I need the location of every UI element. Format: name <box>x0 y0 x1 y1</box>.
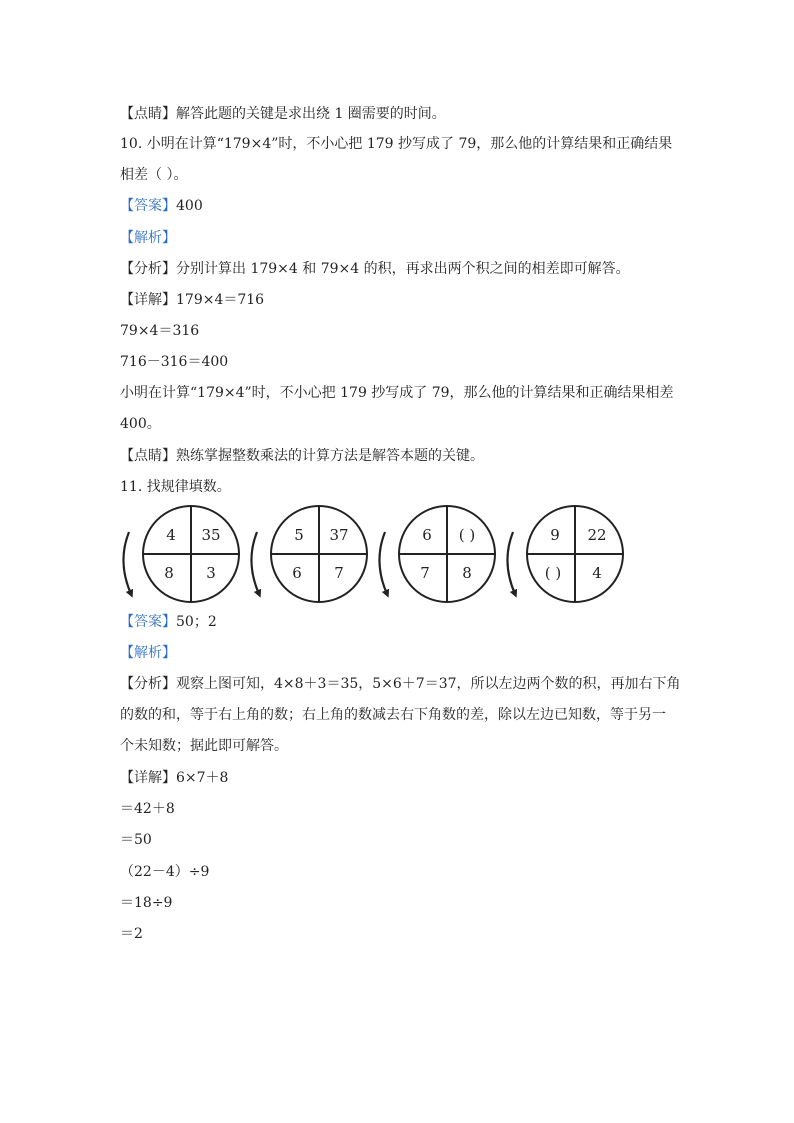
q10-conclusion-line2: 400。 <box>120 416 161 432</box>
q11-question: 11. 找规律填数。 <box>120 479 231 495</box>
q10-question-line2: 相差（ ）。 <box>120 167 188 183</box>
detail-tag: 【详解】 <box>120 292 176 308</box>
fenxi-tag: 【分析】 <box>120 261 176 277</box>
note-tag: 【点睛】 <box>120 106 176 122</box>
circle2-top-left: 5 <box>294 526 304 544</box>
circle4-top-left: 9 <box>550 526 560 544</box>
circle1-top-right: 35 <box>201 526 221 544</box>
q11-detail-line-6: ＝2 <box>120 926 143 942</box>
fenxi-tag: 【分析】 <box>120 676 176 692</box>
q10-fenxi <box>120 259 630 279</box>
q11-detail-line-5: ＝18÷9 <box>120 895 173 911</box>
q11-detail-line-1 <box>120 768 228 788</box>
q10-detail-line-2: 79×4＝316 <box>120 323 200 339</box>
detail-text: 179×4＝716 <box>176 292 265 308</box>
circle2-bottom-right: 7 <box>334 564 344 582</box>
circle3-bottom-left: 7 <box>420 564 430 582</box>
circle3-top-right: ( ) <box>458 526 476 544</box>
rotation-arrow-icon <box>379 532 387 594</box>
q10-note <box>120 446 484 466</box>
q11-detail-line-3: ＝50 <box>120 832 152 848</box>
detail-tag: 【详解】 <box>120 770 176 786</box>
circle3-top-left: 6 <box>422 526 432 544</box>
q9-note <box>120 104 446 124</box>
fenxi-text: 分别计算出 179×4 和 79×4 的积，再求出两个积之间的相差即可解答。 <box>176 261 630 277</box>
circle-figure-svg <box>115 502 635 606</box>
q10-detail-line-1 <box>120 290 264 310</box>
q11-fenxi-line2: 的数的和，等于右上角的数；右上角的数减去右下角数的差，除以左边已知数，等于另一 <box>120 707 666 723</box>
q11-answer <box>120 612 217 632</box>
fenxi-text: 观察上图可知，4×8＋3＝35，5×6＋7＝37，所以左边两个数的积，再加右下角 <box>176 676 681 692</box>
q11-analysis-tag: 【解析】 <box>120 645 176 661</box>
answer-value: 50；2 <box>176 614 217 630</box>
q10-analysis-tag: 【解析】 <box>120 230 176 246</box>
q10-question-line1: 10. 小明在计算“179×4”时，不小心把 179 抄写成了 79，那么他的计算结果和正确结果 <box>120 136 673 152</box>
answer-tag: 【答案】 <box>120 614 176 630</box>
q11-circle-figure <box>115 502 635 606</box>
q10-conclusion-line1: 小明在计算“179×4”时，不小心把 179 抄写成了 79，那么他的计算结果和正确结果相差 <box>120 385 674 401</box>
note-text: 熟练掌握整数乘法的计算方法是解答本题的关键。 <box>176 448 484 464</box>
circle1-bottom-right: 3 <box>206 564 216 582</box>
note-text: 解答此题的关键是求出绕 1 圈需要的时间。 <box>176 106 446 122</box>
circle4-bottom-left: ( ) <box>544 564 562 582</box>
note-tag: 【点睛】 <box>120 448 176 464</box>
circle2-top-right: 37 <box>329 526 349 544</box>
answer-tag: 【答案】 <box>120 198 176 214</box>
answer-value: 400 <box>176 198 203 214</box>
rotation-arrow-icon <box>507 532 515 594</box>
circle2-bottom-left: 6 <box>292 564 302 582</box>
q11-detail-line-4: （22－4）÷9 <box>120 864 210 880</box>
detail-text: 6×7＋8 <box>176 770 229 786</box>
rotation-arrow-icon <box>123 532 131 594</box>
circle1-bottom-left: 8 <box>164 564 174 582</box>
q11-fenxi-line3: 个未知数；据此即可解答。 <box>120 738 288 754</box>
q10-detail-line-3: 716－316＝400 <box>120 354 229 370</box>
rotation-arrow-icon <box>251 532 259 594</box>
circle4-top-right: 22 <box>587 526 607 544</box>
circle3-bottom-right: 8 <box>462 564 472 582</box>
q10-answer <box>120 196 203 216</box>
circle4-bottom-right: 4 <box>592 564 602 582</box>
circle1-top-left: 4 <box>166 526 176 544</box>
q11-fenxi-line1 <box>120 674 681 694</box>
q11-detail-line-2: ＝42＋8 <box>120 801 175 817</box>
